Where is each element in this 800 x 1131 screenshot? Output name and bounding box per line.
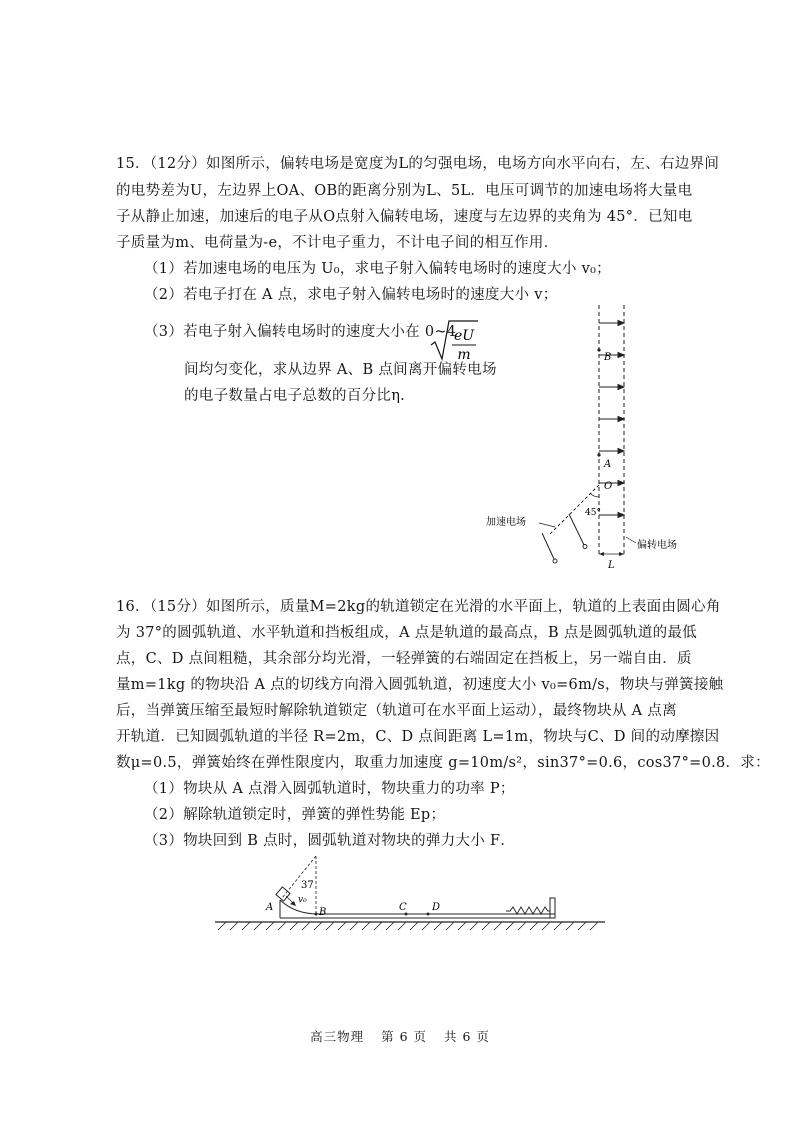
q15-figure: [470, 305, 710, 580]
label-B: B: [319, 907, 327, 918]
accel-leader: [539, 523, 555, 527]
q16-line-5: 后，当弹簧压缩至最短时解除轨道锁定（轨道可在水平面上运动），最终物块从 A 点离: [116, 703, 677, 719]
point-A: [597, 453, 600, 456]
page-footer: [0, 1027, 800, 1045]
q16-line-4: 量m=1kg 的物块沿 A 点的切线方向滑入圆弧轨道，初速度大小 v₀=6m/s，物块与弹簧接触: [116, 677, 724, 693]
point-B: [597, 348, 600, 351]
label-v0: v₀: [298, 895, 307, 905]
q15-line-4: 子质量为m、电荷量为-e，不计电子重力，不计电子间的相互作用．: [116, 235, 559, 251]
footer-total: 共 6 页: [443, 1029, 490, 1044]
q16-line-3: 点，C、D 点间粗糙，其余部分均光滑，一轻弹簧的右端固定在挡板上，另一端自由．质: [116, 651, 692, 667]
q16-sub-3: （3）物块回到 B 点时，圆弧轨道对物块的弹力大小 F．: [144, 833, 516, 849]
point-D: [427, 913, 430, 916]
deflect-leader: [626, 537, 636, 543]
label-B: B: [604, 352, 612, 363]
q15-line-1: 15．（12分）如图所示，偏转电场是宽度为L的匀强电场，电场方向水平向右，左、右边界间: [116, 156, 720, 172]
label-O: O: [604, 481, 613, 492]
q16-line-1: 16．（15分）如图所示，质量M=2kg的轨道锁定在光滑的水平面上，轨道的上表面由圆心角: [116, 599, 721, 615]
accel-plate-2: [542, 533, 554, 559]
q15-sub-2: （2）若电子打在 A 点，求电子射入偏转电场时的速度大小 v；: [144, 287, 558, 303]
q15-sub-3: （3）若电子射入偏转电场时的速度大小在 0~4: [144, 324, 457, 340]
sqrt-numerator: eU: [453, 328, 475, 344]
block: [276, 887, 290, 901]
q15-sub-3-line-3: 的电子数量占电子总数的百分比η.: [184, 388, 406, 404]
label-37: 37: [301, 880, 314, 891]
q16-line-6: 开轨道．已知圆弧轨道的半径 R=2m，C、D 点间距离 L=1m，物块与C、D 间的动摩擦因: [116, 729, 720, 745]
footer-subject: 高三物理: [310, 1029, 365, 1044]
q15-sub-3-line-2: 间均匀变化，求从边界 A、B 点间离开偏转电场: [184, 362, 497, 378]
label-D: D: [432, 902, 441, 913]
q16-figure: [210, 852, 610, 940]
q16-sub-1: （1）物块从 A 点滑入圆弧轨道时，物块重力的功率 P；: [144, 781, 515, 797]
label-accel-field: 加速电场: [486, 517, 526, 528]
q16-sub-2: （2）解除轨道锁定时，弹簧的弹性势能 Ep；: [144, 807, 446, 823]
q16-line-7: 数μ=0.5，弹簧始终在弹性限度内，取重力加速度 g=10m/s²，sin37°=0.6，cos37°=0.8．求：: [116, 755, 770, 771]
ground-hatch: [218, 922, 598, 930]
label-C: C: [399, 902, 407, 913]
q15-line-2: 的电势差为U，左边界上OA、OB的距离分别为L、5L．电压可调节的加速电场将大量电: [116, 183, 693, 199]
label-angle: 45°: [585, 508, 601, 518]
label-A: A: [266, 902, 274, 913]
point-B: [315, 913, 318, 916]
footer-page: 第 6 页: [381, 1029, 427, 1044]
radius-slant: [282, 856, 316, 898]
q16-line-2: 为 37°的圆弧轨道、水平轨道和挡板组成，A 点是轨道的最高点，B 点是圆弧轨道的最低: [116, 625, 698, 641]
q15-line-3: 子从静止加速，加速后的电子从O点射入偏转电场，速度与左边界的夹角为 45°．已知电: [116, 209, 693, 225]
q15-sub-1: （1）若加速电场的电压为 U₀，求电子射入偏转电场时的速度大小 v₀；: [144, 261, 611, 277]
label-deflect-field: 偏转电场: [637, 540, 677, 551]
spring: [506, 907, 550, 914]
label-A: A: [604, 459, 612, 470]
sqrt-denominator: m: [457, 347, 471, 363]
stop-board: [550, 898, 555, 918]
label-L: L: [608, 560, 615, 571]
angle-arc: [591, 494, 600, 498]
accel-plate-1: [569, 514, 584, 545]
